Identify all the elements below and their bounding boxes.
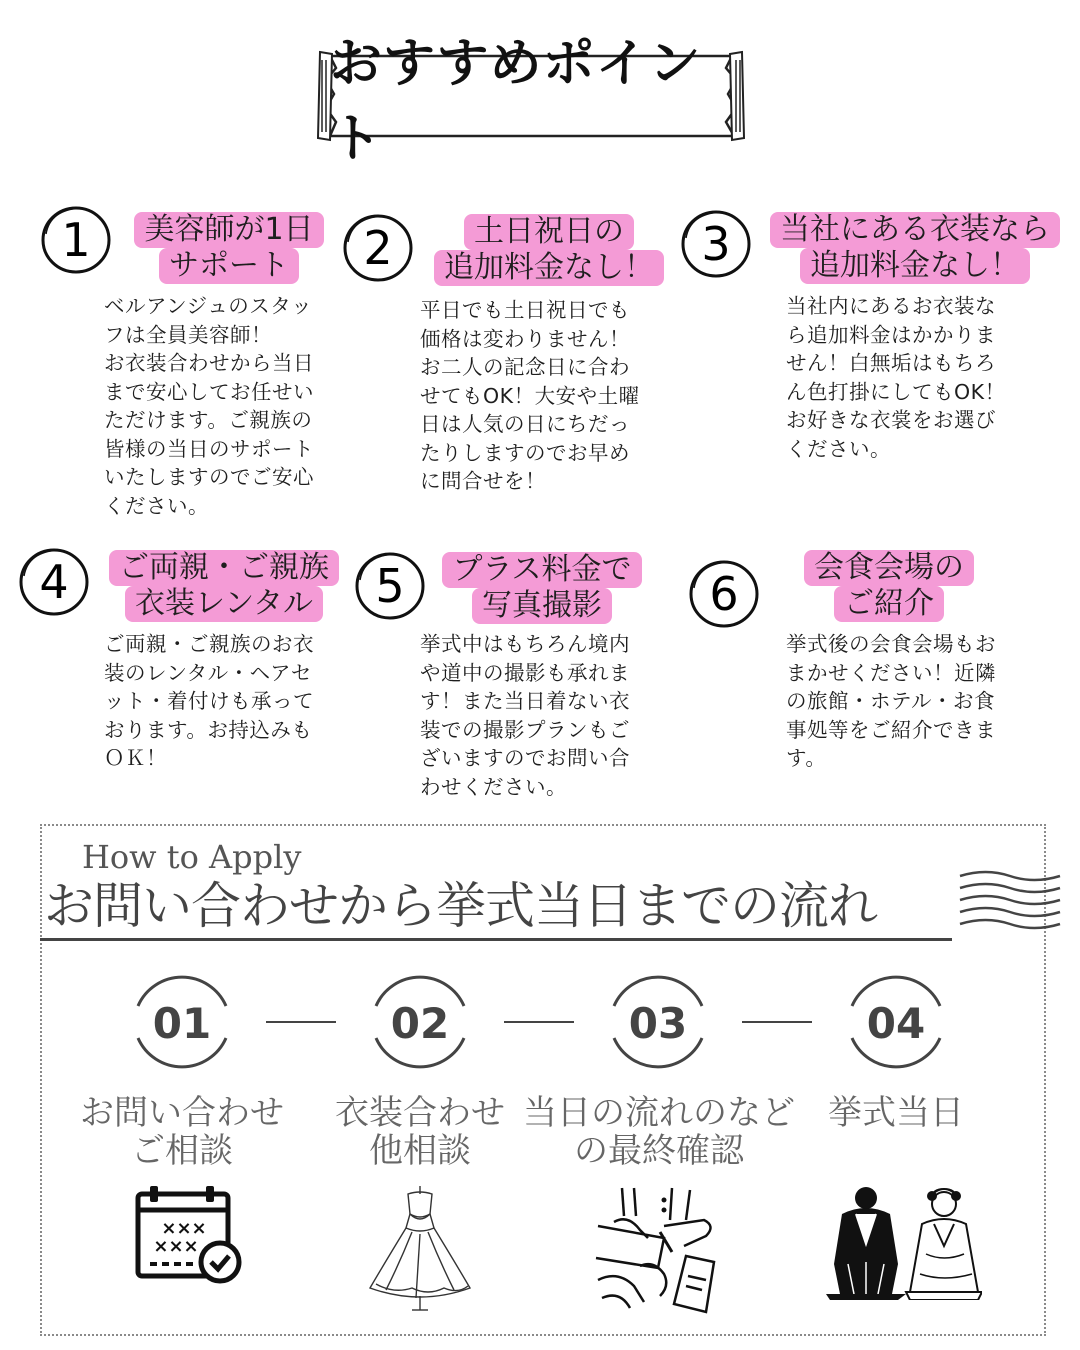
flow-title-underline [40, 938, 952, 941]
point-heading-line: ご両親・ご親族 [109, 550, 339, 586]
point-body: ベルアンジュのスタッ フは全員美容師！ お衣装合わせから当日 まで安心してお任せい ただけます。ご親族の 皆様の当日のサポート いたしますのでご安心 ください。 [104, 294, 314, 518]
point-number: 4 [39, 555, 69, 609]
flow-title: お問い合わせから挙式当日までの流れ [44, 877, 877, 935]
point-body: 当社内にあるお衣装な ら追加料金はかかりま せん！白無垢はもちろ ん色打掛にしてもOK！ お好きな衣裳をお選び ください。 [786, 294, 1006, 461]
step-number: 04 [866, 999, 926, 1048]
point-heading [118, 212, 340, 284]
step-label: 当日の流れのなど の最終確認 [523, 1093, 795, 1171]
point-heading [758, 212, 1072, 284]
step-number-circle [604, 968, 712, 1076]
point-body: ご両親・ご親族のお衣 装のレンタル・ヘアセ ット・着付けも承って おります。お持込みも ＯＫ！ [104, 632, 314, 770]
signing-hands-icon [594, 1186, 720, 1314]
point-body: 挙式後の会食会場もお まかせください！近隣 の旅館・ホテル・お食 事処等をご紹介できま す。 [786, 632, 996, 770]
point-number: 2 [363, 221, 393, 275]
point-body: 平日でも土日祝日でも 価格は変わりません！ お二人の記念日に合わ せてもOK！大安や土曜 日は人気の日にちだっ たりしますのでお早め に問合せを！ [420, 298, 640, 493]
point-heading-line: ご紹介 [834, 586, 944, 622]
point-heading-line: プラス料金で [442, 552, 641, 588]
number-circle-1-icon [40, 204, 112, 276]
point-heading-line: 土日祝日の [464, 214, 634, 250]
number-circle-4-icon [18, 546, 90, 618]
point-heading-line: サポート [159, 248, 299, 284]
point-number: 1 [61, 213, 91, 267]
point-heading-line: 美容師が1日 [134, 212, 323, 248]
point-heading-line: 会食会場の [804, 550, 974, 586]
point-heading [428, 552, 656, 624]
point-heading [96, 550, 352, 622]
step-label: 挙式当日 [828, 1093, 964, 1133]
point-body: 挙式中はもちろん境内 や道中の撮影も承れま す！また当日着ない衣 装での撮影プランもご ざいますのでお問い合 わせください。 [420, 632, 630, 799]
page-title: おすすめポイント [330, 34, 702, 169]
step-number: 03 [628, 999, 688, 1048]
point-heading [786, 550, 992, 622]
step-number: 01 [152, 999, 212, 1048]
step-connector [742, 1021, 812, 1023]
wedding-dress-icon [364, 1184, 476, 1312]
step-label: お問い合わせ ご相談 [80, 1093, 284, 1171]
step-connector [504, 1021, 574, 1023]
point-number: 5 [375, 559, 405, 613]
point-heading-line: 写真撮影 [472, 588, 612, 624]
point-heading-line: 当社にある衣装なら [770, 212, 1060, 248]
point-heading-line: 追加料金なし！ [800, 248, 1030, 284]
point-number: 6 [709, 567, 739, 621]
number-circle-6-icon [688, 558, 760, 630]
step-number-circle [842, 968, 950, 1076]
step-number-circle [366, 968, 474, 1076]
calendar-check-icon [134, 1184, 242, 1286]
number-circle-2-icon [342, 212, 414, 284]
point-heading-line: 追加料金なし！ [434, 250, 664, 286]
number-circle-3-icon [680, 208, 752, 280]
step-number-circle [128, 968, 236, 1076]
point-heading [418, 214, 680, 286]
svg-text:×××: ××× [161, 1218, 207, 1239]
flow-subtitle: How to Apply [82, 838, 302, 876]
number-circle-5-icon [354, 550, 426, 622]
point-number: 3 [701, 217, 731, 271]
svg-text:×××: ××× [153, 1236, 199, 1257]
step-number: 02 [390, 999, 450, 1048]
wavy-lines-icon [958, 868, 1062, 938]
step-label: 衣装合わせ 他相談 [335, 1093, 505, 1171]
point-heading-line: 衣装レンタル [125, 586, 323, 622]
step-connector [266, 1021, 336, 1023]
japanese-couple-icon [826, 1184, 982, 1300]
